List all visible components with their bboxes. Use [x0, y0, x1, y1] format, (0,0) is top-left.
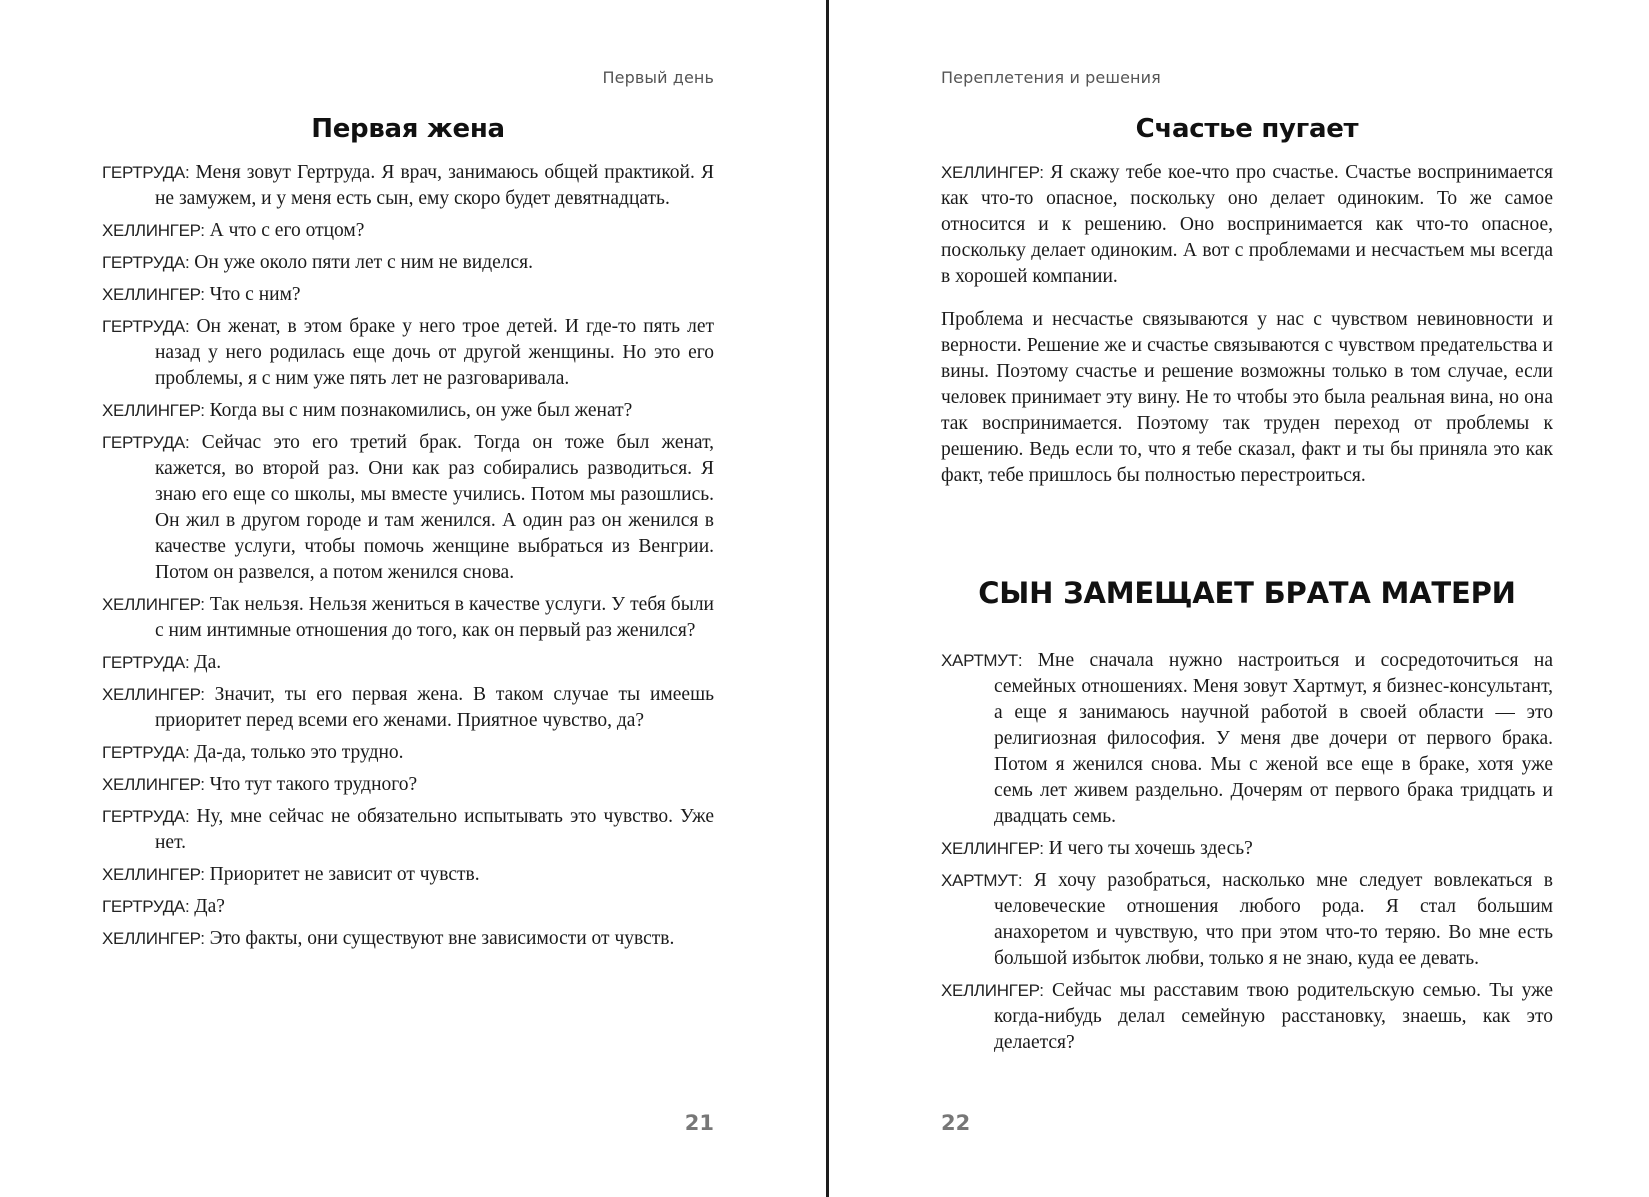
- speech-text: Да?: [194, 896, 225, 917]
- speaker-name: ХЕЛЛИНГЕР:: [102, 595, 205, 614]
- section-title: СЫН ЗАМЕЩАЕТ БРАТА МАТЕРИ: [978, 576, 1516, 610]
- speaker-name: ХЕЛЛИНГЕР:: [941, 163, 1044, 182]
- dialogue-turn: [102, 682, 714, 734]
- dialogue-turn: [102, 926, 714, 952]
- dialogue-turn: [102, 804, 714, 856]
- dialogue-turn: [102, 218, 714, 244]
- speaker-name: ГЕРТРУДА:: [102, 807, 190, 826]
- speech-text: Это факты, они существуют вне зависимости от чувств.: [209, 928, 675, 949]
- speaker-name: ХЕЛЛИНГЕР:: [102, 929, 205, 948]
- right-running-head: Переплетения и решения: [941, 68, 1161, 87]
- speech-text: Да.: [194, 652, 222, 673]
- dialogue-turn: [941, 868, 1553, 972]
- speech-text: Да-да, только это трудно.: [194, 742, 404, 763]
- right-chapter-title: Счастье пугает: [1135, 114, 1359, 144]
- speech-text: Что тут такого трудного?: [209, 774, 418, 795]
- speech-text: Он женат, в этом браке у него трое детей. И где-то пять лет назад у него родилась еще дочь от другой женщины. Но это его проблемы, я с ним уже пять лет не разговаривала.: [155, 316, 714, 389]
- speech-text: Мне сначала нужно настроиться и сосредоточиться на семейных отношениях. Меня зовут Хартмут, я бизнес-консультант, а еще я занимаюсь научной работой в своей области — это религиозная философия. У меня две дочери от первого брака. Потом я женился снова. Мы с женой все еще в браке, хотя уже семь лет живем раздельно. Дочерям от первого брака тридцать и двадцать семь.: [994, 650, 1554, 827]
- speaker-name: ГЕРТРУДА:: [102, 163, 190, 182]
- speaker-name: ХЕЛЛИНГЕР:: [102, 865, 205, 884]
- page-number-left: 21: [684, 1111, 714, 1135]
- speaker-name: ГЕРТРУДА:: [102, 253, 190, 272]
- dialogue-turn: [941, 648, 1553, 830]
- dialogue-turn: [102, 282, 714, 308]
- speaker-name: ХЕЛЛИНГЕР:: [102, 285, 205, 304]
- dialogue-turn: [102, 398, 714, 424]
- dialogue-turn: [102, 314, 714, 392]
- speaker-name: ГЕРТРУДА:: [102, 317, 190, 336]
- speech-text: Я хочу разобраться, насколько мне следует вовлекаться в человеческие отношения любого рода. Я стал большим анахоретом и чувствую, что при этом что-то теряю. Во мне есть большой избыток любви, только я не знаю, куда ее девать.: [994, 870, 1554, 969]
- speaker-name: ГЕРТРУДА:: [102, 743, 190, 762]
- intro-statement: [941, 160, 1553, 290]
- speech-text: Значит, ты его первая жена. В таком случае ты имеешь приоритет перед всеми его женами. Приятное чувство, да?: [155, 684, 714, 731]
- right-page: [941, 0, 1553, 1197]
- speaker-name: ХЕЛЛИНГЕР:: [102, 221, 205, 240]
- dialogue-turn: [941, 978, 1553, 1056]
- dialogue-turn: [102, 160, 714, 212]
- speech-text: Приоритет не зависит от чувств.: [209, 864, 480, 885]
- left-running-head: Первый день: [602, 68, 714, 87]
- dialogue-turn: [102, 862, 714, 888]
- speaker-name: ХЕЛЛИНГЕР:: [102, 685, 205, 704]
- speech-text: Ну, мне сейчас не обязательно испытывать это чувство. Уже нет.: [155, 806, 715, 853]
- dialogue-turn: [102, 592, 714, 644]
- right-intro: [941, 160, 1553, 506]
- speech-text: Я скажу тебе кое-что про счастье. Счастье воспринимается как что-то опасное, поскольку оно делает одиноким. То же самое относится и к решению. Оно воспринимается как что-то опасное, поскольку делает одиноким. А вот с проблемами и несчастьем мы всегда в хорошей компании.: [941, 162, 1554, 287]
- right-dialogue: [941, 648, 1553, 1062]
- speaker-name: ГЕРТРУДА:: [102, 653, 190, 672]
- speaker-name: ГЕРТРУДА:: [102, 433, 190, 452]
- speech-text: И чего ты хочешь здесь?: [1048, 838, 1253, 859]
- left-dialogue: [102, 160, 714, 958]
- speaker-name: ХЕЛЛИНГЕР:: [102, 401, 205, 420]
- speaker-name: ГЕРТРУДА:: [102, 897, 190, 916]
- speech-text: Что с ним?: [209, 284, 301, 305]
- dialogue-turn: [102, 250, 714, 276]
- left-page: [102, 0, 714, 1197]
- speaker-name: ХЕЛЛИНГЕР:: [941, 839, 1044, 858]
- left-chapter-title: Первая жена: [311, 114, 505, 144]
- speaker-name: ХАРТМУТ:: [941, 871, 1023, 890]
- speech-text: А что с его отцом?: [209, 220, 365, 241]
- book-gutter: [826, 0, 829, 1197]
- speech-text: Он уже около пяти лет с ним не виделся.: [194, 252, 534, 273]
- speech-text: Меня зовут Гертруда. Я врач, занимаюсь общей практикой. Я не замужем, и у меня есть сын, ему скоро будет девятнадцать.: [155, 162, 714, 209]
- dialogue-turn: [102, 650, 714, 676]
- speech-text: Так нельзя. Нельзя жениться в качестве услуги. У тебя были с ним интимные отношения до того, как он первый раз женился?: [155, 594, 714, 641]
- speech-text: Сейчас мы расставим твою родительскую семью. Ты уже когда-нибудь делал семейную расстановку, знаешь, как это делается?: [994, 980, 1553, 1053]
- dialogue-turn: [102, 894, 714, 920]
- speaker-name: ХЕЛЛИНГЕР:: [941, 981, 1044, 1000]
- speech-text: Когда вы с ним познакомились, он уже был женат?: [209, 400, 633, 421]
- speaker-name: ХЕЛЛИНГЕР:: [102, 775, 205, 794]
- dialogue-turn: [941, 836, 1553, 862]
- dialogue-turn: [102, 772, 714, 798]
- dialogue-turn: [102, 740, 714, 766]
- speaker-name: ХАРТМУТ:: [941, 651, 1023, 670]
- speech-text: Сейчас это его третий брак. Тогда он тоже был женат, кажется, во второй раз. Они как раз собирались разводиться. Я знаю его еще со школы, мы вместе учились. Потом мы разошлись. Он жил в другом городе и там женился. А один раз он женился в качестве услуги, чтобы помочь женщине выбраться из Венгрии. Потом он развелся, а потом женился снова.: [155, 432, 714, 583]
- body-paragraph: Проблема и несчастье связываются у нас с чувством невиновности и верности. Решение же и счастье связываются с чувством предательства и вины. Поэтому счастье и решение возможны только в том случае, если человек принимает эту вину. Не то чтобы это была реальная вина, но она так воспринимается. Поэтому так труден переход от проблемы к решению. Ведь если то, что я тебе сказал, факт и ты бы приняла это как факт, тебе пришлось бы полностью перестроиться.: [941, 309, 1553, 486]
- dialogue-turn: [102, 430, 714, 586]
- page-number-right: 22: [941, 1111, 971, 1135]
